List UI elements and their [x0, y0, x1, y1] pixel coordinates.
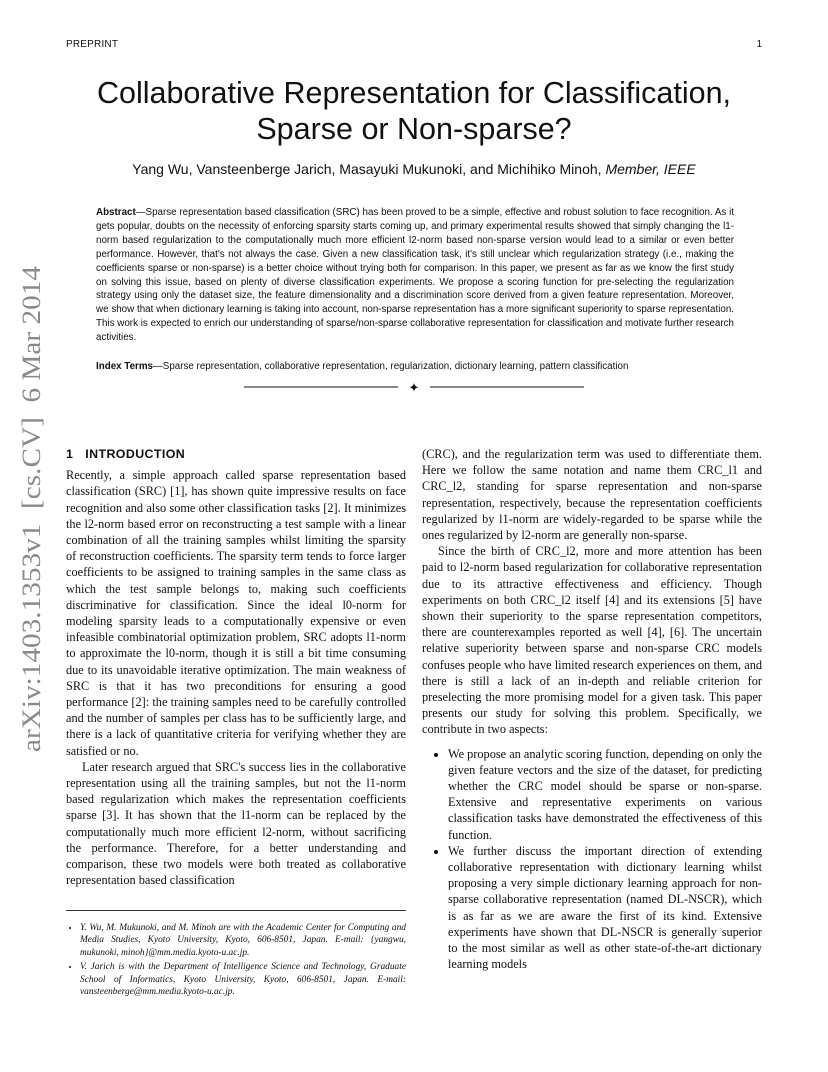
arxiv-stamp-text: arXiv:1403.1353v1 [cs.CV] 6 Mar 2014 — [16, 311, 46, 752]
title-line-1: Collaborative Representation for Classification, — [96, 76, 732, 110]
abstract-lead: Abstract — [96, 207, 136, 218]
section-divider — [244, 378, 584, 396]
divider-glyph: ✦ — [408, 381, 420, 396]
arxiv-stamp — [4, 262, 56, 752]
footnotes — [66, 922, 406, 1000]
intro-paragraph-1: Recently, a simple approach called sparse representation based classification (SRC) [1], has shown quite impressive results on face recognition and also some other classification tasks [2]. It minimizes the l2-norm based error on reconstructing a test sample with a linear combination of all the training samples whilst limiting the sparsity of reconstruction coefficients. The sparsity term tends to force larger coefficients to be assigned to training samples in the same class as which the test sample belongs to, making such coefficients discriminative for classification. Since the ideal l0-norm for modeling sparsity leads to a computationally expensive or even infeasible combinatorial optimization problem, SRC adopts l1-norm to approximate the l0-norm, though it is still a bit time consuming due to its unavoidable iterative optimization. The main weakness of SRC is that it has two preconditions for ensuring a good performance [2]: the training samples need to be carefully controlled and the number of samples per class has to be sufficiently large, and there is a lack of quantitative criteria for verifying whether they are satisfied or no. — [66, 468, 406, 758]
author-list — [66, 161, 762, 177]
contribution-item-2: • We further discuss the important direction of extending collaborative representation with dictionary learning whilst proposing a very simple dictionary learning approach for non-sparse collaborative representation (named DL-NSCR), which is as far as we are aware the first of its kind. Extensive experiments have shown that DL-NSCR is generally superior to the most similar as well as other state-of-the-art dictionary learning models — [448, 843, 762, 973]
abstract — [96, 206, 734, 345]
running-head: PREPRINT — [66, 39, 119, 50]
footnote-rule — [66, 910, 406, 911]
index-terms — [96, 360, 734, 374]
contribution-list — [422, 746, 762, 973]
contribution-item-1: • We propose an analytic scoring function, depending on only the given feature vectors and the size of the dataset, for predicting whether the CRC model should be sparse or non-sparse. Extensive and representative experiments on various classification tasks have demonstrated the effectiveness of this function. — [448, 746, 762, 843]
paper-title — [66, 75, 762, 147]
author-names: Yang Wu, Vansteenberge Jarich, Masayuki Mukunoki, and Michihiko Minoh, — [132, 161, 602, 177]
section-heading — [66, 446, 406, 462]
footnote-affiliation-1: • Y. Wu, M. Mukunoki, and M. Minoh are with the Academic Center for Computing and Media Studies, Kyoto University, Kyoto, 606-8501, Japan. E-mail: {yangwu, mukunoki, minoh}@mm.media.kyoto-u.ac.jp. — [80, 922, 406, 959]
author-membership: Member, IEEE — [605, 161, 696, 177]
title-line-2: Sparse or Non-sparse? — [256, 112, 572, 146]
right-column — [422, 446, 762, 973]
section-title: INTRODUCTION — [85, 447, 186, 461]
abstract-text: —Sparse representation based classification (SRC) has been proved to be a simple, effective and robust solution to face recognition. As it gets popular, doubts on the necessity of enforcing sparsity starts coming up, and primary experimental results showed that simply changing the l1-norm based regularization to the computationally much more efficient l2-norm based non-sparse version would lead to a similar or even better performance. However, that's not always the case. Given a new classification task, it's still unclear which regularization strategy (i.e., making the coefficients sparse or non-sparse) is a better choice without trying both for comparison. In this paper, we present as far as we know the first study on solving this issue, based on plenty of diverse classification experiments. We propose a scoring function for pre-selecting the regularization strategy using only the dataset size, the feature dimensionality and a discrimination score derived from a given feature representation. Moreover, we show that when dictionary learning is taking into account, non-sparse representation has a more significant superiority to sparse representation. This work is expected to enrich our understanding of sparse/non-sparse collaborative representation for classification and motivate further research activities. — [96, 207, 734, 344]
section-number: 1 — [66, 447, 74, 461]
index-terms-text: —Sparse representation, collaborative representation, regularization, dictionary learning, pattern classification — [153, 361, 629, 372]
intro-paragraph-4: Since the birth of CRC_l2, more and more attention has been paid to l2-norm based regularization for collaborative representation due to its attractive effectiveness and efficiency. Though experiments on both CRC_l2 itself [4] and its extensions [5] have shown their superiority to the sparse representation competitors, there are counterexamples reported as well [4], [6]. The uncertain relative superiority between sparse and non-sparse CRC models confuses people who have limited research experiences on them, and there is still a lack of an in-depth and reliable criterion for preselecting the more promising model for a given task. This paper presents our study for solving this problem. Specifically, we contribute in two aspects: — [422, 544, 762, 737]
intro-paragraph-2: Later research argued that SRC's success lies in the collaborative representation using all the training samples, but not the l1-norm based regularization which makes the representation coefficients sparse [3]. It has shown that the l1-norm can be replaced by the computationally much more efficient l2-norm, without sacrificing the performance. Therefore, for a better understanding and comparison, these two models were both treated as collaborative representation based classification — [66, 759, 406, 888]
intro-paragraph-3: (CRC), and the regularization term was used to differentiate them. Here we follow the same notation and name them CRC_l1 and CRC_l2, standing for sparse representation and non-sparse representation, respectively, because the representation coefficients regularized by l1-norm are widely-regarded to be sparse while the ones regularized by l2-norm are generally non-sparse. — [422, 447, 762, 543]
page-number: 1 — [756, 39, 762, 50]
index-terms-lead: Index Terms — [96, 361, 153, 372]
left-column — [66, 446, 406, 888]
footnote-affiliation-2: • V. Jarich is with the Department of Intelligence Science and Technology, Graduate School of Informatics, Kyoto University, Kyoto, 606-8501, Japan. E-mail: vansteenberge@mm.media.kyoto-u.ac.jp. — [80, 961, 406, 998]
